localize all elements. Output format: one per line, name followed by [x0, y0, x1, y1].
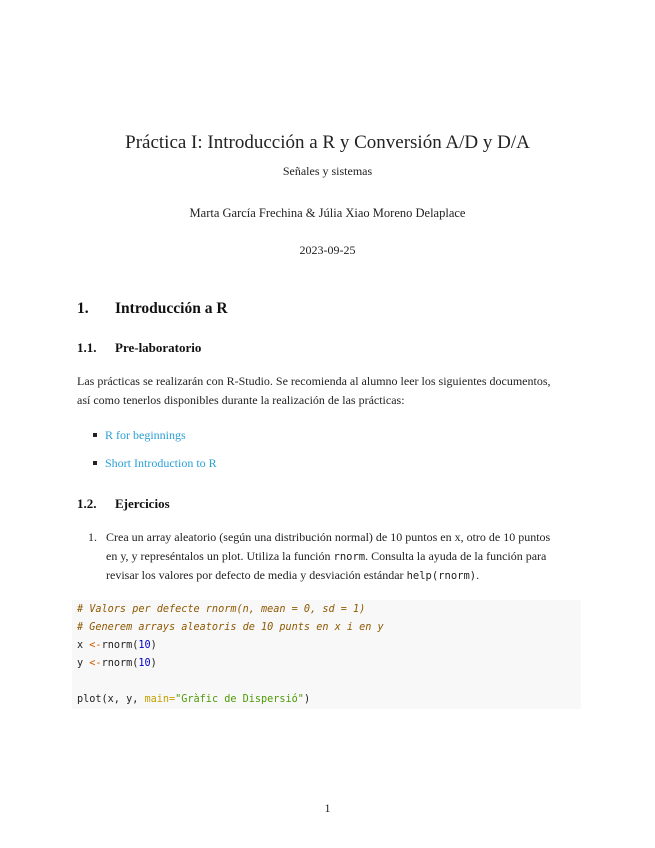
code-function: plot(x, y, — [77, 694, 145, 705]
exercise-line — [106, 566, 590, 586]
page-number: 1 — [324, 801, 331, 815]
code-string: "Gràfic de Dispersió" — [175, 694, 304, 705]
code-paren: ) — [150, 658, 157, 669]
code-number: 10 — [138, 640, 151, 651]
exercise-number: 1. — [88, 530, 97, 544]
document-authors: Marta García Frechina & Júlia Xiao Moreno Delaplace — [189, 206, 466, 220]
inline-code: rnorm — [333, 550, 366, 563]
section-heading-1 — [77, 300, 228, 318]
link-short-introduction-to-r[interactable]: Short Introduction to R — [105, 456, 217, 470]
code-operator: <- — [89, 658, 102, 669]
code-operator: <- — [89, 640, 102, 651]
bullet-square-icon — [93, 461, 97, 465]
subsection-title: Ejercicios — [115, 496, 170, 511]
inline-code: help(rnorm) — [406, 570, 477, 582]
exercise-line: Crea un array aleatorio (según una distribución normal) de 10 puntos en x, otro de 10 puntos — [106, 530, 551, 544]
code-function: rnorm( — [101, 658, 139, 669]
code-line — [72, 655, 581, 673]
code-function: rnorm( — [101, 640, 139, 651]
code-paren: ) — [150, 640, 157, 651]
paragraph-line: así como tenerlos disponibles durante la realización de las prácticas: — [77, 393, 405, 407]
code-line-blank — [72, 673, 581, 691]
document-subtitle: Señales y sistemas — [282, 164, 373, 178]
code-variable: x — [77, 640, 90, 651]
prelab-paragraph — [77, 372, 587, 410]
bullet-square-icon — [93, 433, 97, 437]
code-comment: # Generem arrays aleatoris de 10 punts en x i en y — [77, 622, 384, 633]
code-line — [72, 619, 581, 637]
subsection-heading-1-1 — [77, 340, 201, 356]
exercise-line — [106, 547, 590, 567]
subsection-title: Pre-laboratorio — [115, 340, 202, 355]
code-comment: # Valors per defecte rnorm(n, mean = 0, sd = 1) — [77, 604, 366, 615]
subsection-number: 1.1. — [77, 340, 97, 355]
code-argument: main= — [144, 694, 176, 705]
list-item — [93, 456, 217, 471]
link-r-for-beginnings[interactable]: R for beginnings — [105, 428, 186, 442]
document-title: Práctica I: Introducción a R y Conversión A/D y D/A — [125, 132, 530, 153]
paragraph-line: Las prácticas se realizarán con R-Studio. Se recomienda al alumno leer los siguientes documentos, — [77, 374, 551, 388]
code-line — [72, 691, 581, 709]
exercise-text — [106, 528, 590, 586]
code-line — [72, 601, 581, 619]
code-paren: ) — [303, 694, 311, 705]
subsection-heading-1-2 — [77, 496, 170, 512]
text-span: en y, y represéntalos un plot. Utiliza la función — [106, 548, 334, 563]
exercise-item-1 — [88, 528, 590, 586]
code-number: 10 — [138, 658, 151, 669]
document-date: 2023-09-25 — [299, 243, 356, 257]
section-title: Introducción a R — [115, 300, 228, 317]
subsection-number: 1.2. — [77, 496, 97, 511]
text-span: . Consulta la ayuda de la función para — [365, 548, 547, 563]
code-block — [72, 600, 581, 709]
code-variable: y — [77, 658, 90, 669]
text-span: revisar los valores por defecto de media y desviación estándar — [106, 568, 407, 582]
text-span: . — [476, 568, 480, 582]
section-number: 1. — [77, 300, 89, 317]
list-item — [93, 428, 186, 443]
code-line — [72, 637, 581, 655]
